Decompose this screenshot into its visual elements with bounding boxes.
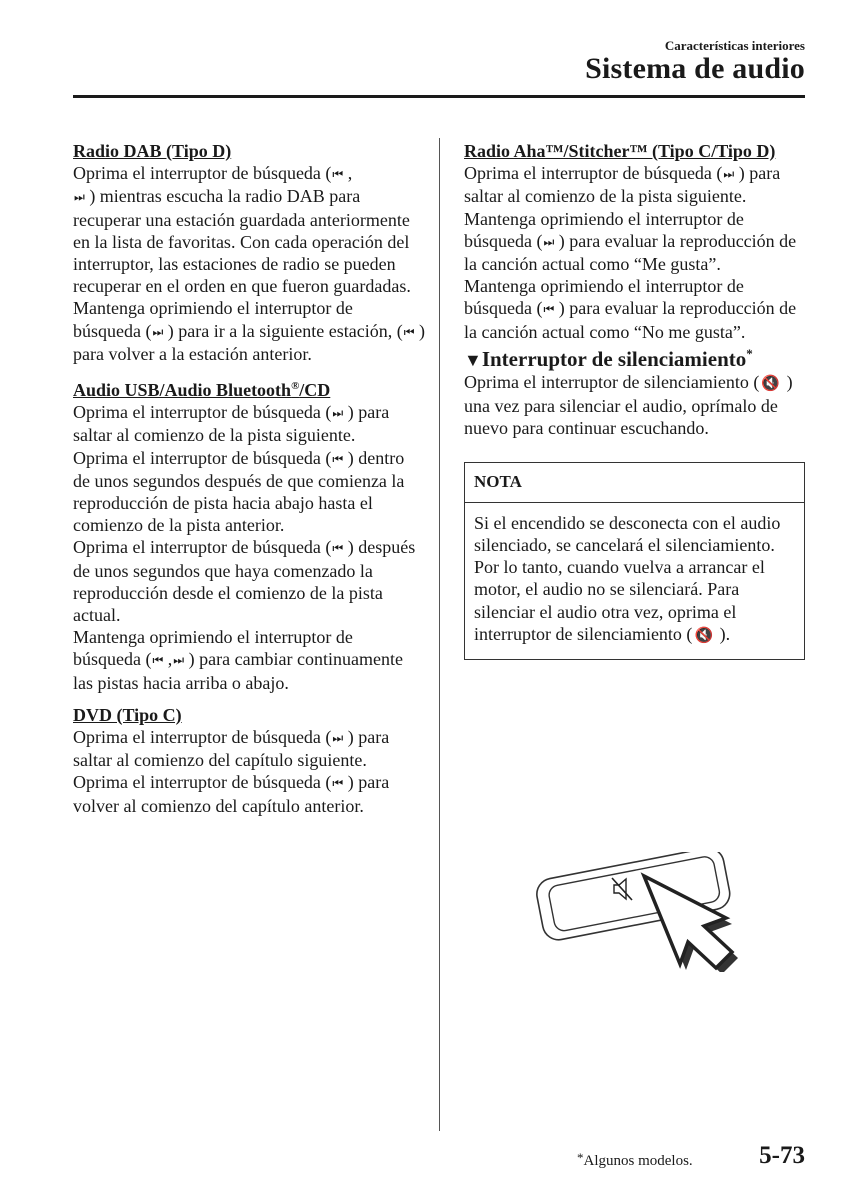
seek-back-icon: ⏮	[332, 451, 341, 466]
mute-switch-illustration	[528, 852, 754, 972]
aha-paragraph-3: Mantenga oprimiendo el interruptor de búsqueda (⏮ ) para evaluar la reproducción de la canción actual como “No me gusta”.	[464, 276, 797, 342]
triangle-icon: ▼	[464, 349, 482, 370]
aha-heading: Radio Aha™/Stitcher™ (Tipo C/Tipo D)	[464, 141, 776, 161]
mute-icon: 🔇	[761, 376, 781, 393]
column-divider	[439, 138, 440, 1131]
seek-back-icon: ⏮	[403, 324, 412, 339]
dab-paragraph-2: Mantenga oprimiendo el interruptor de búsqueda (⏭ ) para ir a la siguiente estación, (⏮ ) para volver a la estación anterior.	[73, 298, 426, 364]
mute-icon: 🔇	[694, 627, 714, 644]
header-rule	[73, 95, 805, 98]
seek-forward-icon: ⏭	[723, 167, 732, 182]
dab-heading: Radio DAB (Tipo D)	[73, 141, 232, 161]
seek-forward-icon: ⏭	[74, 190, 82, 205]
seek-forward-icon: ⏭	[332, 406, 341, 421]
left-column	[73, 140, 425, 817]
mute-paragraph: Oprima el interruptor de silenciamiento ( 🔇 ) una vez para silenciar el audio, oprímalo de nuevo para continuar escuchando.	[464, 372, 793, 439]
seek-back-icon: ⏮	[332, 541, 341, 556]
note-body: Si el encendido se desconecta con el audio silenciado, se cancelará el silenciamiento. Por lo tanto, cuando vuelva a arrancar el motor, el audio no se silenciará. Para silenciar el audio otra vez, oprima el interruptor de silenciamiento ( 🔇 ).	[465, 503, 804, 659]
dvd-paragraph-2: Oprima el interruptor de búsqueda (⏮ ) para volver al comienzo del capítulo anterior.	[73, 772, 390, 816]
usb-heading: Audio USB/Audio Bluetooth®/CD	[73, 380, 331, 401]
seek-back-icon: ⏮	[152, 653, 161, 668]
seek-forward-icon: ⏭	[152, 324, 161, 339]
dab-paragraph-1: Oprima el interruptor de búsqueda (⏮ , ⏭ ) mientras escucha la radio DAB para recuperar una estación guardada anteriormente en la lista de favoritas. Con cada operación del interruptor, las estaciones de radio se pueden recuperar en el orden en que fueron guardadas.	[73, 163, 411, 297]
dvd-paragraph-1: Oprima el interruptor de búsqueda (⏭ ) para saltar al comienzo del capítulo siguiente.	[73, 727, 390, 771]
seek-forward-icon: ⏭	[543, 234, 552, 249]
seek-back-icon: ⏮	[332, 167, 341, 182]
seek-back-icon: ⏮	[332, 776, 341, 791]
usb-paragraph-3: Oprima el interruptor de búsqueda (⏮ ) después de unos segundos que haya comenzado la reproducción desde el comienzo de la pista actual.	[73, 537, 416, 626]
note-heading: NOTA	[465, 463, 804, 503]
seek-forward-icon: ⏭	[332, 731, 341, 746]
aha-paragraph-1: Oprima el interruptor de búsqueda (⏭ ) para saltar al comienzo de la pista siguiente.	[464, 163, 781, 207]
footnote: *Algunos modelos.	[577, 1150, 693, 1169]
aha-paragraph-2: Mantenga oprimiendo el interruptor de búsqueda (⏭ ) para evaluar la reproducción de la canción actual como “Me gusta”.	[464, 208, 797, 275]
usb-paragraph-2: Oprima el interruptor de búsqueda (⏮ ) dentro de unos segundos después de que comienza la reproducción de pista hacia abajo hasta el comienzo de la pista anterior.	[73, 447, 405, 536]
mute-section-heading: ▼Interruptor de silenciamiento*	[464, 345, 753, 371]
usb-paragraph-1: Oprima el interruptor de búsqueda (⏭ ) para saltar al comienzo de la pista siguiente.	[73, 402, 390, 446]
right-column	[464, 140, 806, 660]
note-box	[464, 462, 805, 660]
seek-back-icon: ⏮	[543, 302, 552, 317]
asterisk-mark: *	[746, 345, 753, 361]
seek-forward-icon: ⏭	[173, 653, 182, 668]
usb-paragraph-4: Mantenga oprimiendo el interruptor de búsqueda (⏮ ,⏭ ) para cambiar continuamente las pistas hacia arriba o abajo.	[73, 627, 404, 693]
section-label: Características interiores	[664, 38, 805, 53]
page-number: 5-73	[759, 1142, 805, 1169]
dvd-heading: DVD (Tipo C)	[73, 704, 182, 725]
page-title: Sistema de audio	[585, 52, 805, 85]
